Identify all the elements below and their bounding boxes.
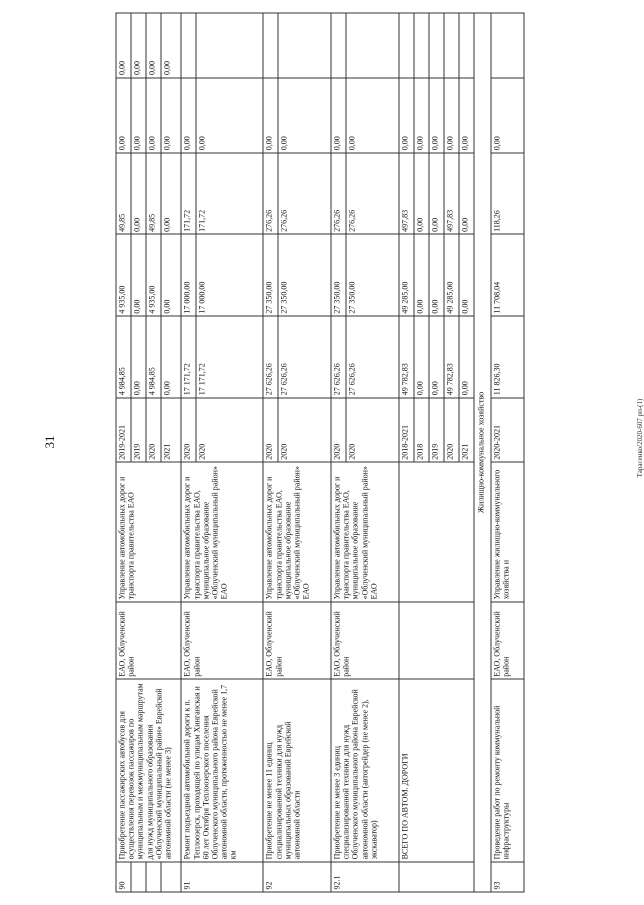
municipal-cell: 0,00 [161,78,181,153]
year-cell: 2021 [459,398,474,462]
total-cell: 11 826,30 [491,316,524,398]
municipal-cell: 0,00 [346,78,399,153]
place-cell: ЕАО, Облученский район [116,602,181,679]
regional-cell: 0,00 [131,153,146,235]
other-cell: 0,00 [116,13,131,78]
total-label-cell: ВСЕГО ПО АВТОМ. ДОРОГИ [399,679,474,862]
name-cell: Приобретение пассажирских автобусов для осуществления перевозок пассажиров по муниципальным и межмуниципальным маршрутам для нужд муниципального образования «Облученский муниципальный район» Еврейской автономной области (не менее 3) [116,679,181,862]
section-row [474,13,491,892]
municipal-cell: 0,00 [459,78,474,153]
budget-table [116,13,525,893]
regional-cell: 0,00 [161,153,181,235]
num-cell: 92.1 [331,862,399,892]
place-cell [399,602,474,679]
regional-cell: 49,85 [116,153,131,235]
name-cell: Приобретение не менее 3 единиц специализированной техники для нужд Облученского муниципального района Еврейской автономной области (автогрейдер (не менее 2), экскаватор) [331,679,399,862]
federal-cell: 27 350,00 [346,234,399,316]
year-cell: 2020 [331,398,346,462]
num-cell [146,862,161,892]
federal-cell: 17 000,00 [181,234,196,316]
other-cell [331,13,346,78]
place-cell: ЕАО, Облученский район [491,602,524,679]
executor-cell: Управление автомобильных дорог и транспорта правительства ЕАО, муниципальное образование «Облученский муниципальный район» ЕАО [181,462,263,602]
other-cell [278,13,331,78]
num-cell [161,862,181,892]
federal-cell: 4 935,00 [146,234,161,316]
municipal-cell: 0,00 [444,78,459,153]
year-cell: 2020 [278,398,331,462]
year-cell: 2020 [346,398,399,462]
other-cell [429,13,444,78]
name-cell: Проведение работ по ремонту коммунальной инфраструктуры [491,679,524,862]
footer-doc-code: Тарасенко/2020-607 рп-(1) [636,398,644,478]
regional-cell: 497,83 [399,153,414,235]
regional-cell: 49,85 [146,153,161,235]
year-cell: 2020 [263,398,278,462]
executor-cell: Управление автомобильных дорог и транспорта правительства ЕАО, муниципальное образование «Облученский муниципальный район» ЕАО [331,462,399,602]
year-cell: 2018-2021 [399,398,414,462]
year-cell: 2020 [146,398,161,462]
executor-cell: Управление жилищно-коммунального хозяйства и [491,462,524,602]
regional-cell: 0,00 [459,153,474,235]
municipal-cell: 0,00 [414,78,429,153]
regional-cell: 171,72 [196,153,263,235]
total-cell: 17 171,72 [196,316,263,398]
federal-cell: 0,00 [414,234,429,316]
place-cell: ЕАО, Облученский район [263,602,331,679]
regional-cell: 171,72 [181,153,196,235]
other-cell [414,13,429,78]
regional-cell: 276,26 [278,153,331,235]
federal-cell: 49 285,00 [399,234,414,316]
executor-cell: Управление автомобильных дорог и транспорта правительства ЕАО, муниципальное образование «Облученский муниципальный район» ЕАО [263,462,331,602]
year-cell: 2020 [196,398,263,462]
section-title: Жилищно-коммунальное хозяйство [474,13,491,892]
table-row [399,13,414,892]
num-cell [399,862,474,892]
other-cell: 0,00 [131,13,146,78]
rotated-table-wrapper [116,13,525,893]
other-cell [399,13,414,78]
num-cell: 92 [263,862,331,892]
municipal-cell: 0,00 [399,78,414,153]
table-row [331,13,346,892]
year-cell: 2018 [414,398,429,462]
total-cell: 0,00 [131,316,146,398]
num-cell [131,862,146,892]
federal-cell: 4 935,00 [116,234,131,316]
federal-cell: 27 350,00 [263,234,278,316]
federal-cell: 27 350,00 [331,234,346,316]
year-cell: 2019 [429,398,444,462]
num-cell: 93 [491,862,524,892]
place-cell: ЕАО, Облученский район [331,602,399,679]
name-cell: Ремонт подъездной автомобильной дороги к п. Теплоозерск, проходящей по улицам Хинганская и 60 лет Октября Теплоозерского поселения Облученского муниципального района Еврейской автономной области, протяженностью не менее 1,7 км [181,679,263,862]
regional-cell: 0,00 [414,153,429,235]
other-cell [444,13,459,78]
regional-cell: 0,00 [429,153,444,235]
regional-cell: 276,26 [346,153,399,235]
other-cell [181,13,196,78]
other-cell: 0,00 [146,13,161,78]
other-cell [263,13,278,78]
total-cell: 49 782,83 [444,316,459,398]
year-cell: 2019 [131,398,146,462]
regional-cell: 276,26 [263,153,278,235]
federal-cell: 27 350,00 [278,234,331,316]
total-cell: 0,00 [414,316,429,398]
municipal-cell: 0,00 [196,78,263,153]
num-cell: 90 [116,862,131,892]
other-cell [196,13,263,78]
year-cell: 2019-2021 [116,398,131,462]
total-cell: 49 782,83 [399,316,414,398]
municipal-cell: 0,00 [429,78,444,153]
municipal-cell: 0,00 [131,78,146,153]
executor-cell: Управление автомобильных дорог и транспорта правительства ЕАО [116,462,181,602]
year-cell: 2020 [444,398,459,462]
federal-cell: 11 708,04 [491,234,524,316]
other-cell [491,13,524,78]
table-row [263,13,278,892]
total-cell: 0,00 [161,316,181,398]
place-cell: ЕАО, Облученский район [181,602,263,679]
table-row [181,13,196,892]
other-cell: 0,00 [161,13,181,78]
name-cell: Приобретение не менее 11 единиц специализированной техники для нужд муниципальных образований Еврейской автономной области [263,679,331,862]
federal-cell: 0,00 [429,234,444,316]
total-cell: 4 984,85 [116,316,131,398]
total-cell: 27 626,26 [278,316,331,398]
table-row [116,13,131,892]
federal-cell: 0,00 [161,234,181,316]
total-cell: 27 626,26 [263,316,278,398]
num-cell: 91 [181,862,263,892]
federal-cell: 49 285,00 [444,234,459,316]
regional-cell: 118,26 [491,153,524,235]
municipal-cell: 0,00 [116,78,131,153]
federal-cell: 0,00 [131,234,146,316]
total-cell: 0,00 [429,316,444,398]
municipal-cell: 0,00 [146,78,161,153]
total-cell: 27 626,26 [331,316,346,398]
federal-cell: 17 000,00 [196,234,263,316]
page-number: 31 [42,435,57,449]
total-cell: 0,00 [459,316,474,398]
regional-cell: 497,83 [444,153,459,235]
municipal-cell: 0,00 [331,78,346,153]
year-cell: 2021 [161,398,181,462]
municipal-cell: 0,00 [491,78,524,153]
other-cell [459,13,474,78]
municipal-cell: 0,00 [278,78,331,153]
executor-cell [399,462,474,602]
table-row [491,13,524,892]
regional-cell: 276,26 [331,153,346,235]
municipal-cell: 0,00 [263,78,278,153]
year-cell: 2020 [181,398,196,462]
total-cell: 27 626,26 [346,316,399,398]
total-cell: 17 171,72 [181,316,196,398]
total-cell: 4 984,85 [146,316,161,398]
federal-cell: 0,00 [459,234,474,316]
municipal-cell: 0,00 [181,78,196,153]
other-cell [346,13,399,78]
year-cell: 2020-2021 [491,398,524,462]
